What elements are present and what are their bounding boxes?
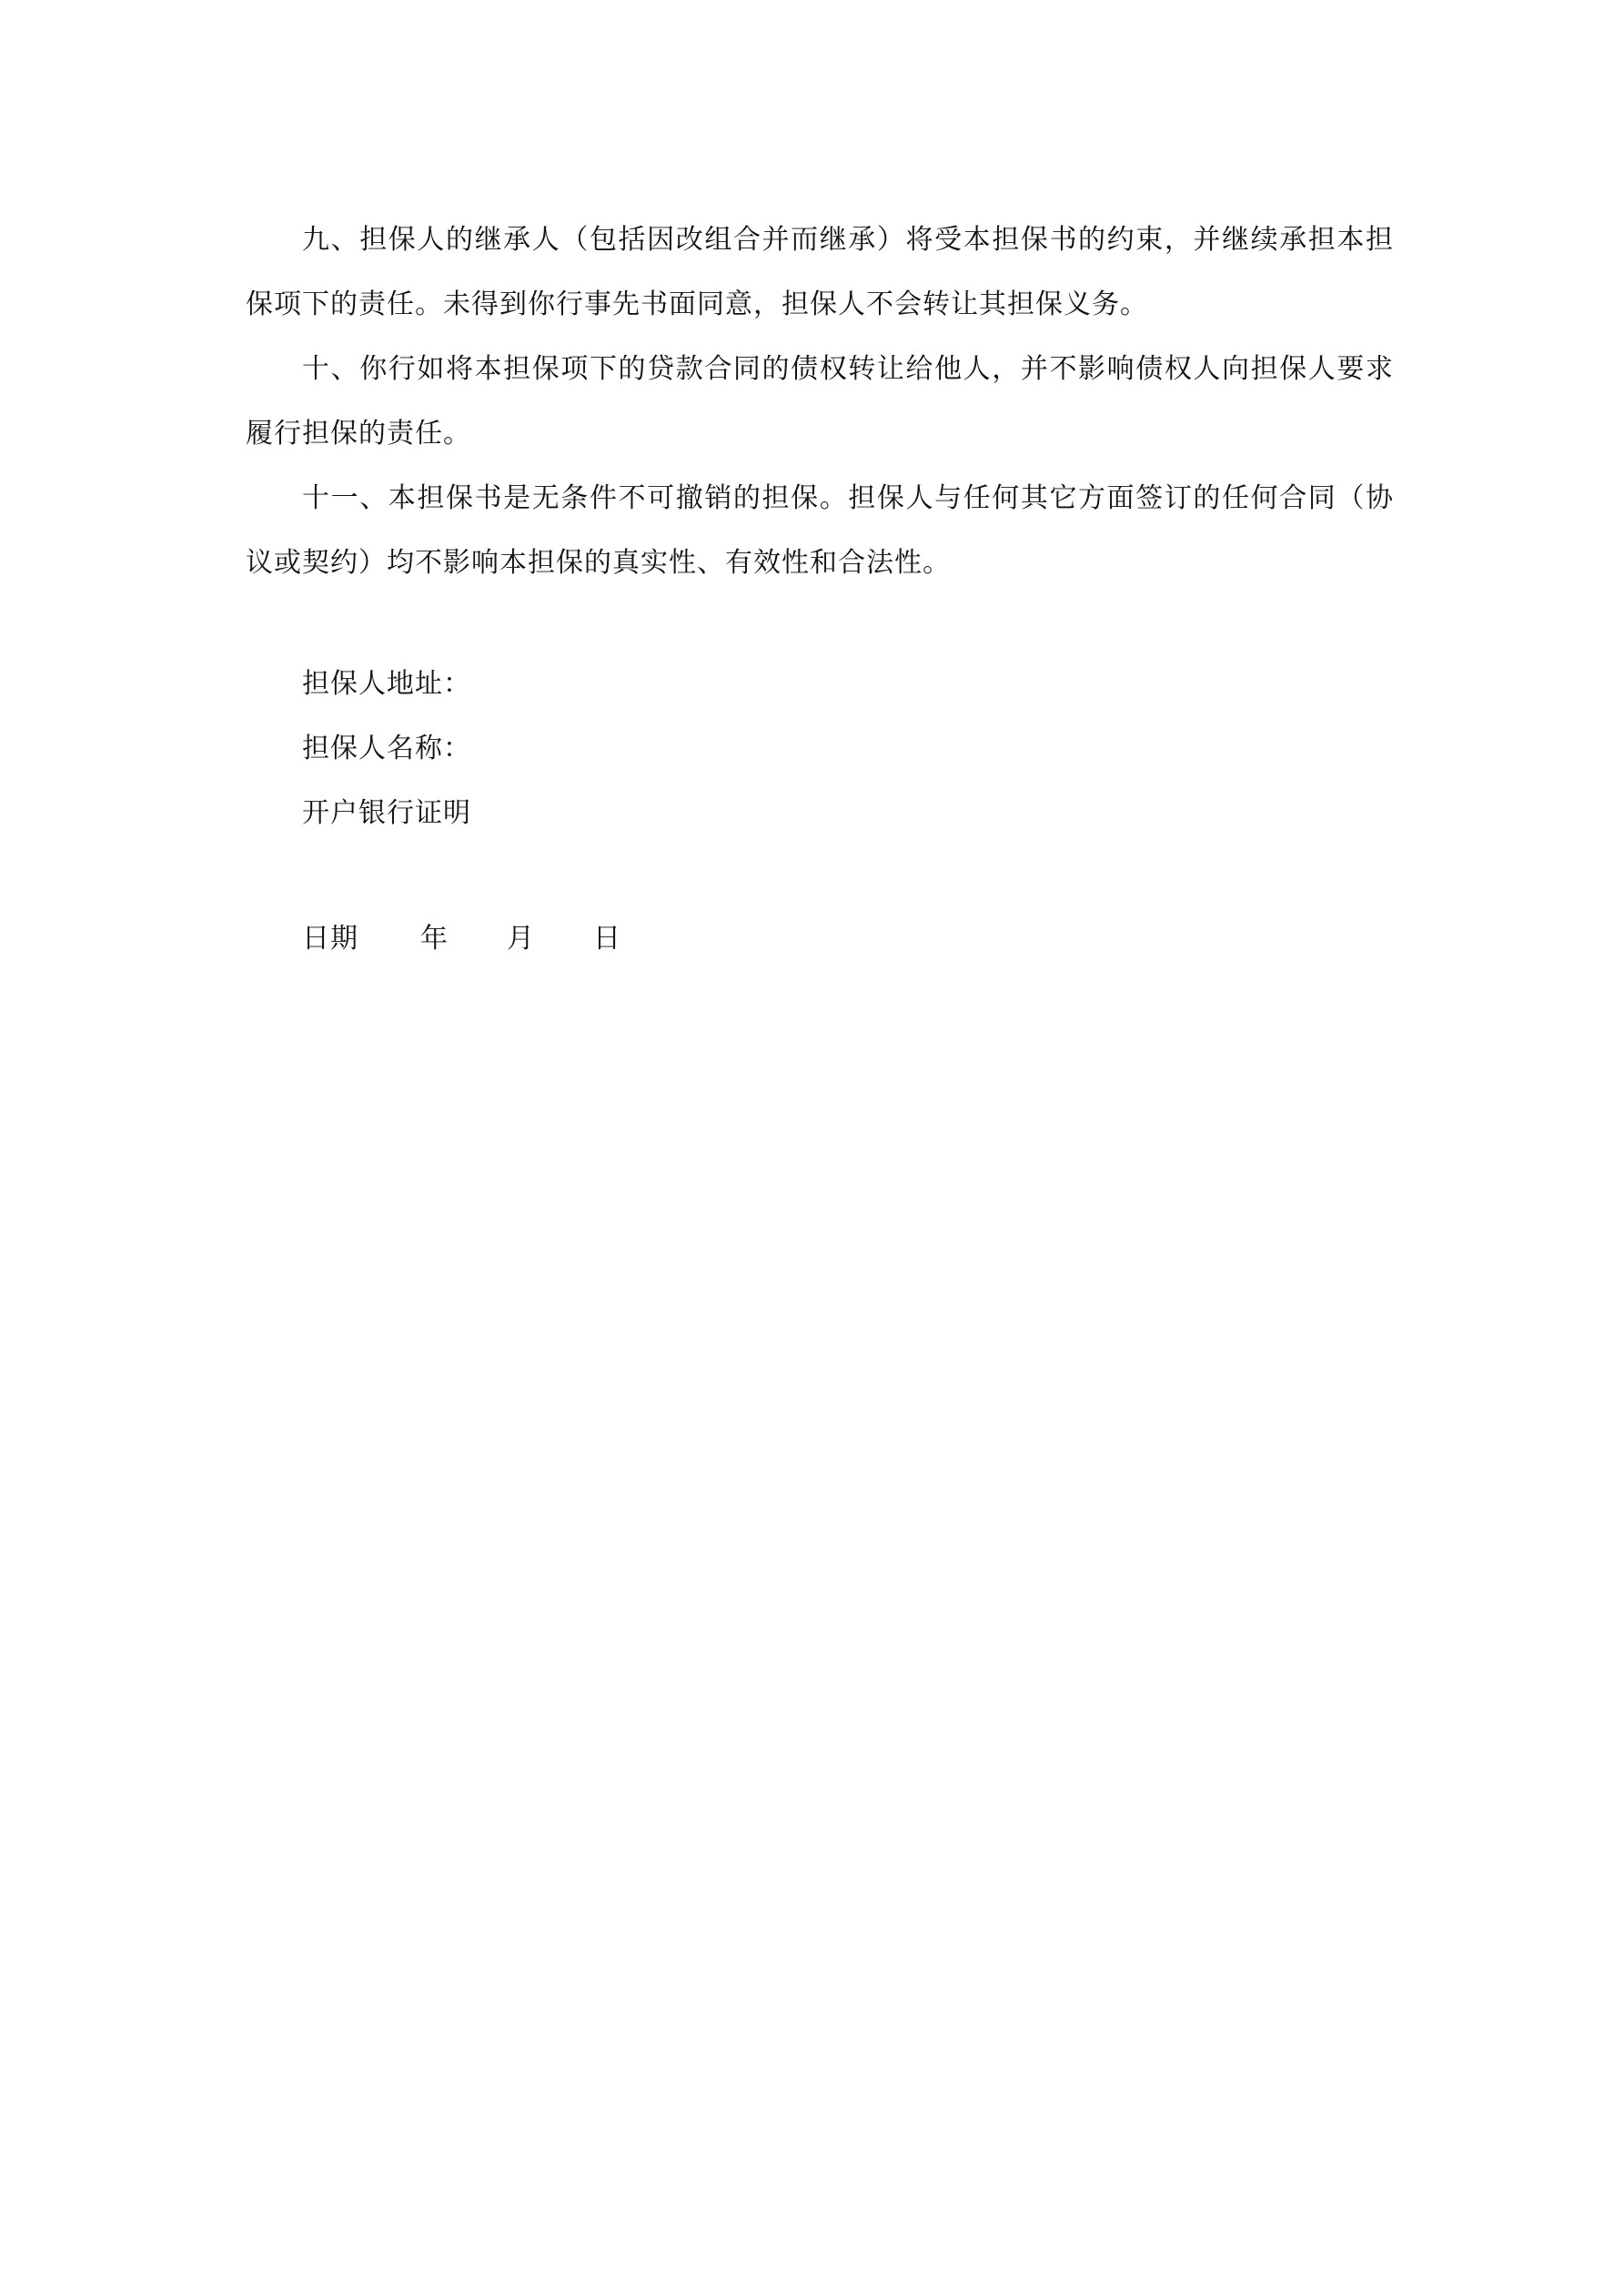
bank-certificate-label: 开户银行证明 xyxy=(302,797,471,829)
date-line xyxy=(302,906,1121,971)
guarantor-name-label: 担保人名称： xyxy=(302,733,471,764)
date-year-label: 年 xyxy=(420,923,449,955)
guarantee-clauses xyxy=(246,207,1394,595)
clause-nine: 九、担保人的继承人（包括因改组合并而继承）将受本担保书的约束，并继续承担本担保项下的责任。未得到你行事先书面同意，担保人不会转让其担保义务。 xyxy=(246,224,1394,320)
signature-fields xyxy=(302,652,1121,845)
date-day-label: 日 xyxy=(593,923,621,955)
date-month-label: 月 xyxy=(507,923,535,955)
date-label: 日期 xyxy=(302,923,358,955)
clause-eleven: 十一、本担保书是无条件不可撤销的担保。担保人与任何其它方面签订的任何合同（协议或契约）均不影响本担保的真实性、有效性和合法性。 xyxy=(246,482,1394,579)
clause-ten: 十、你行如将本担保项下的贷款合同的债权转让给他人，并不影响债权人向担保人要求履行担保的责任。 xyxy=(246,353,1394,450)
guarantor-address-label: 担保人地址： xyxy=(302,668,471,700)
